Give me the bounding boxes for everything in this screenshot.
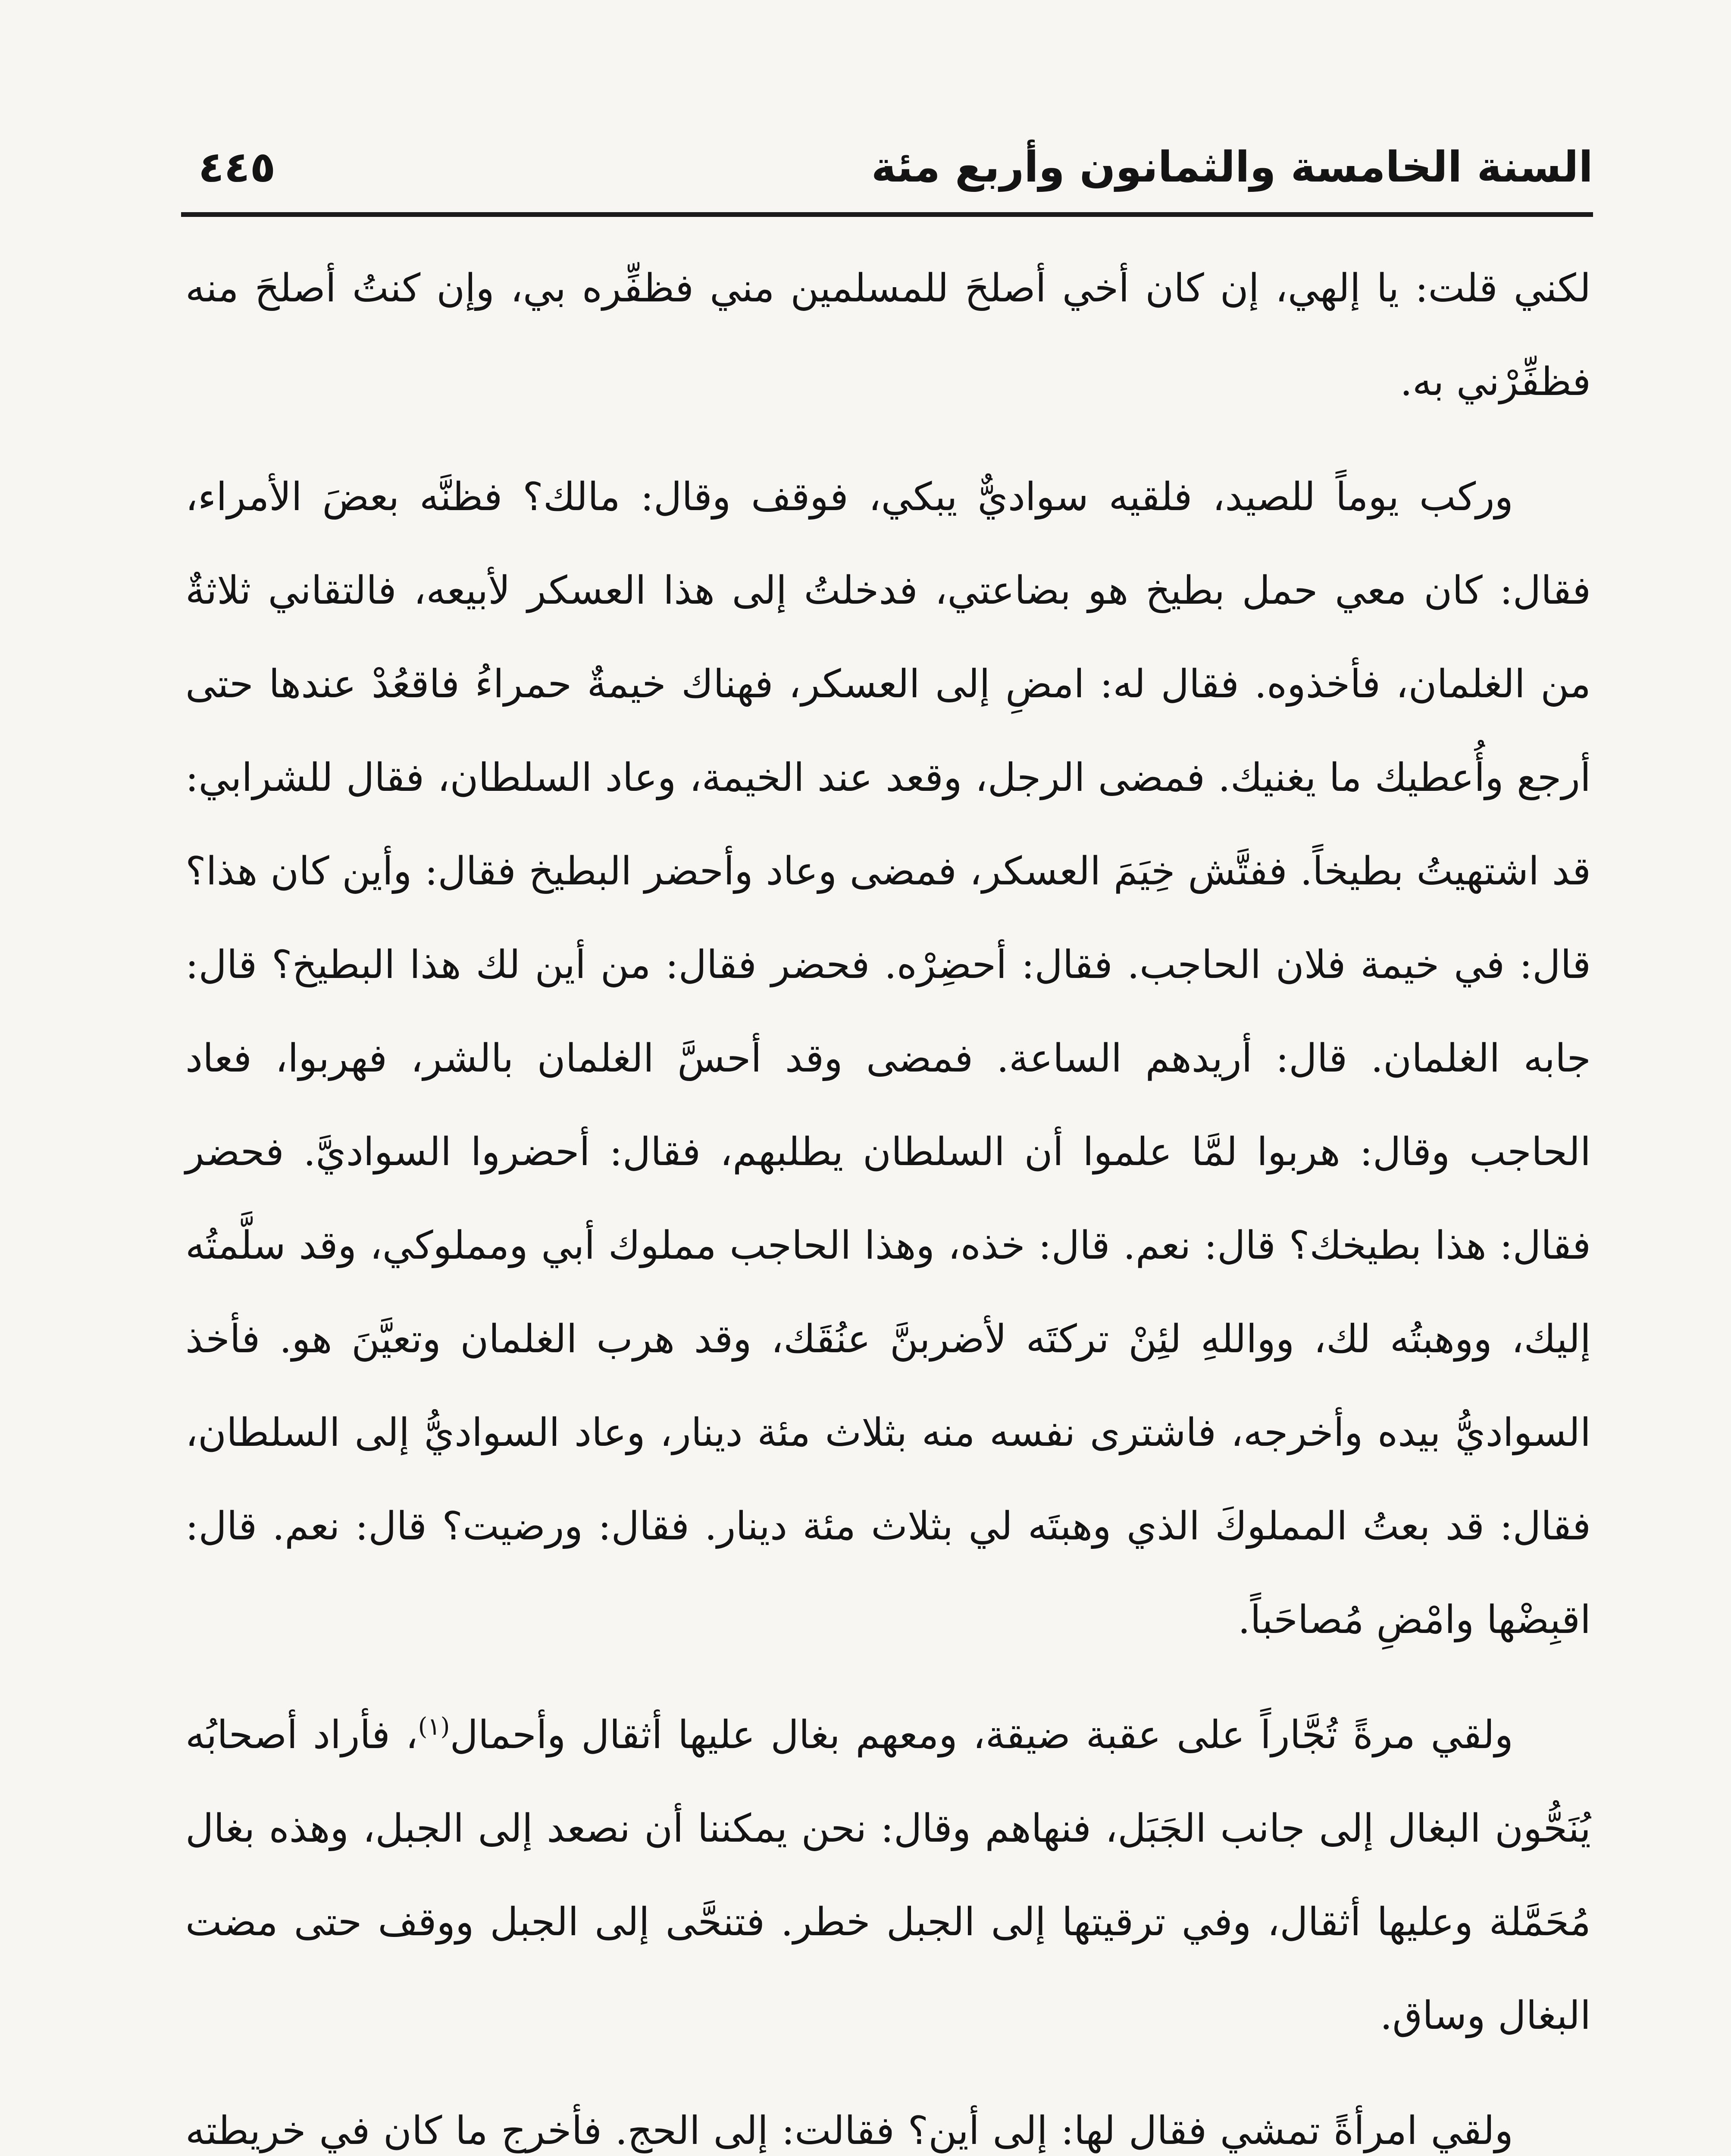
- footnote-marker: (١): [418, 1713, 450, 1741]
- paragraph-2: وركب يوماً للصيد، فلقيه سواديٌّ يبكي، فوقف وقال: مالك؟ فظنَّه بعضَ الأمراء، فقال: كان معي حمل بطيخ هو بضاعتي، فدخلتُ إلى هذا العسكر لأبيعه، فالتقاني ثلاثةٌ من الغلمان، فأخذوه. فقال له: امضِ إلى العسكر، فهناك خيمةٌ حمراءُ فاقعُدْ عندها حتى أرجع وأُعطيك ما يغنيك. فمضى الرجل، وقعد عند الخيمة، وعاد السلطان، فقال للشرابي: قد اشتهيتُ بطيخاً. ففتَّش خِيَمَ العسكر، فمضى وعاد وأحضر البطيخ فقال: وأين كان هذا؟ قال: في خيمة فلان الحاجب. فقال: أحضِرْه. فحضر فقال: من أين لك هذا البطيخ؟ قال: جابه الغلمان. قال: أريدهم الساعة. فمضى وقد أحسَّ الغلمان بالشر، فهربوا، فعاد الحاجب وقال: هربوا لمَّا علموا أن السلطان يطلبهم، فقال: أحضروا السواديَّ. فحضر فقال: هذا بطيخك؟ قال: نعم. قال: خذه، وهذا الحاجب مملوك أبي ومملوكي، وقد سلَّمتُه إليك، ووهبتُه لك، وواللهِ لئِنْ تركتَه لأضربنَّ عنُقَك، وقد هرب الغلمان وتعيَّنَ هو. فأخذ السواديُّ بيده وأخرجه، فاشترى نفسه منه بثلاث مئة دينار، وعاد السواديُّ إلى السلطان، فقال: قد بعتُ المملوكَ الذي وهبتَه لي بثلاث مئة دينار. فقال: ورضيت؟ قال: نعم. قال: اقبِضْها وامْضِ مُصاحَباً.: [185, 474, 1591, 1642]
- paragraph-3-text-a: ولقي مرةً تُجَّاراً على عقبة ضيقة، ومعهم بغال عليها أثقال وأحمال: [450, 1712, 1513, 1758]
- page-number: ٤٤٥: [198, 143, 276, 192]
- paragraph-3-text-b: ، فأراد أصحابُه يُنَحُّون البغال إلى جانب الجَبَل، فنهاهم وقال: نحن يمكننا أن نصعد إلى الجبل، وهذه بغال مُحَمَّلة وعليها أثقال، وفي ترقيتها إلى الجبل خطر. فتنحَّى إلى الجبل ووقف حتى مضت البغال وساق.: [185, 1712, 1591, 2038]
- paragraph-1: لكني قلت: يا إلهي، إن كان أخي أصلحَ للمسلمين مني فظفِّره بي، وإن كنتُ أصلحَ منه فظفِّرْني به.: [185, 266, 1591, 404]
- header-rule: [181, 212, 1593, 217]
- paragraph-4: ولقي امرأةً تمشي فقال لها: إلى أين؟ فقالت: إلى الحج. فأخرج ما كان في خريطته: [185, 2108, 1513, 2153]
- running-header: [181, 123, 1593, 205]
- running-title: السنة الخامسة والثمانون وأربع مئة: [871, 143, 1593, 192]
- paragraph-3: [185, 1688, 1591, 2062]
- main-text: [185, 241, 1591, 2156]
